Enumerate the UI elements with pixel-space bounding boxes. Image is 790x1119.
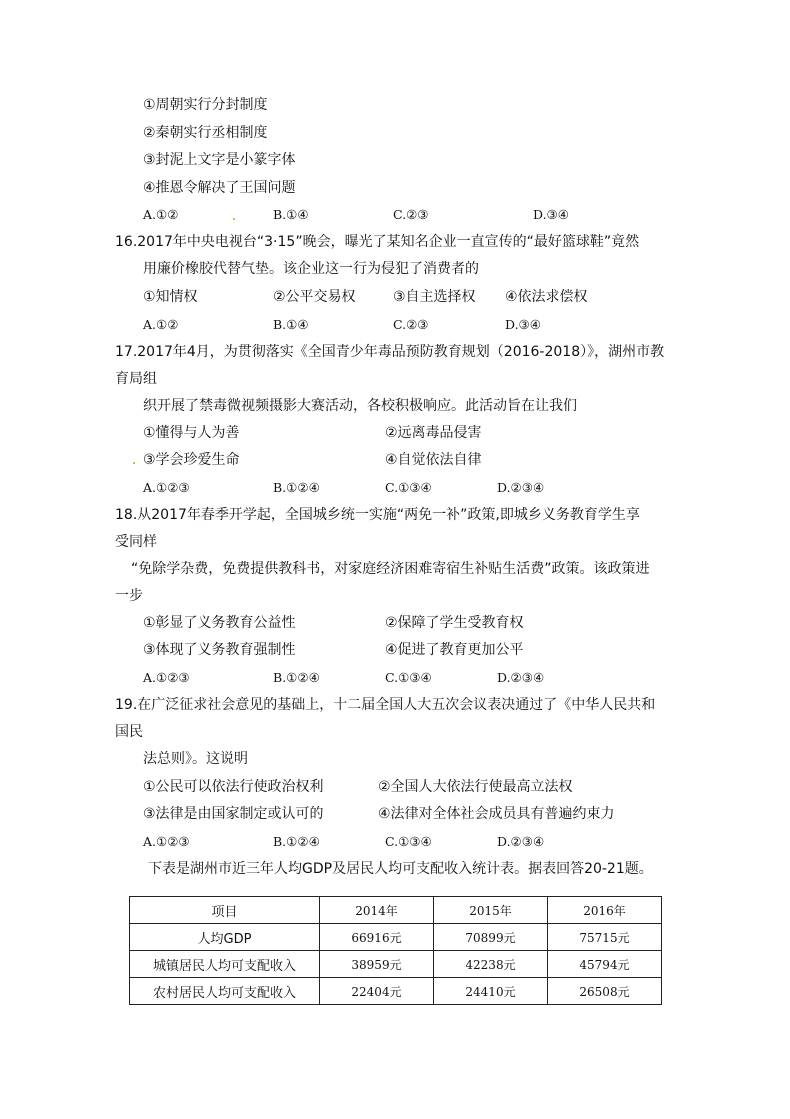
table-cell: 45794元 [548, 951, 662, 978]
table-row [130, 951, 662, 978]
table-row [130, 924, 662, 951]
q17-option-a: A.①②③ [143, 480, 190, 495]
q15-item-2: ②秦朝实行丞相制度 [143, 125, 268, 141]
table-cell: 66916元 [320, 924, 434, 951]
q16-option-c: C.②③ [393, 317, 429, 332]
q18-stem-line-3: “免除学杂费，免费提供教科书，对家庭经济困难寄宿生补贴生活费”政策。该政策进 [131, 561, 650, 577]
q19-item-2: ②全国人大依法行使最高立法权 [378, 779, 573, 795]
table-cell: 38959元 [320, 951, 434, 978]
q18-item-1: ①彰显了义务教育公益性 [143, 615, 296, 631]
table-cell: 26508元 [548, 978, 662, 1005]
q17-item-4: ④自觉依法自律 [385, 452, 482, 468]
q17-stem-line-1: 17.2017年4月，为贯彻落实《全国青少年毒品预防教育规划（2016-2018）》，湖州市教 [115, 344, 665, 360]
q16-item-4: ④依法求偿权 [505, 289, 588, 305]
q18-option-c: C.①③④ [385, 670, 432, 685]
table-header-cell: 2016年 [548, 897, 662, 924]
table-cell: 70899元 [434, 924, 548, 951]
q17-item-3: ③学会珍爱生命 [143, 452, 240, 468]
table-cell-label: 城镇居民人均可支配收入 [130, 951, 320, 978]
q19-stem-line-3: 法总则》。这说明 [143, 751, 248, 767]
table-cell-label: 农村居民人均可支配收入 [130, 978, 320, 1005]
q15-item-1: ①周朝实行分封制度 [143, 97, 268, 113]
table-header-cell: 2014年 [320, 897, 434, 924]
q15-option-b: B.①④ [273, 207, 309, 222]
q19-item-1: ①公民可以依法行使政治权利 [143, 779, 324, 795]
table-cell: 42238元 [434, 951, 548, 978]
q18-stem-line-2: 受同样 [115, 534, 157, 550]
q17-stem-line-3: 织开展了禁毒微视频摄影大赛活动，各校积极响应。此活动旨在让我们 [143, 398, 577, 414]
table-cell: 22404元 [320, 978, 434, 1005]
q18-item-3: ③体现了义务教育强制性 [143, 642, 296, 658]
table-header-cell: 2015年 [434, 897, 548, 924]
q16-option-a: A.①② [143, 317, 179, 332]
q15-option-c: C.②③ [393, 207, 429, 222]
q16-stem-line-2: 用廉价橡胶代替气垫。该企业这一行为侵犯了消费者的 [143, 261, 479, 277]
q17-option-c: C.①③④ [385, 480, 432, 495]
q19-option-d: D.②③④ [497, 834, 545, 849]
q18-option-b: B.①②④ [273, 670, 320, 685]
q16-stem-line-1: 16.2017年中央电视台“3·15”晚会，曝光了某知名企业一直宣传的“最好篮球鞋”竟然 [115, 234, 640, 250]
q19-item-3: ③法律是由国家制定或认可的 [143, 806, 324, 822]
q15-option-a: A.①② [143, 207, 179, 222]
q19-option-c: C.①③④ [385, 834, 432, 849]
table-header-cell: 项目 [130, 897, 320, 924]
table-row [130, 978, 662, 1005]
q19-option-b: B.①②④ [273, 834, 320, 849]
q18-item-4: ④促进了教育更加公平 [385, 642, 524, 658]
q18-item-2: ②保障了学生受教育权 [385, 615, 524, 631]
q19-stem-line-2: 国民 [115, 724, 143, 740]
q17-item-2: ②远离毒品侵害 [385, 425, 482, 441]
q16-item-1: ①知情权 [143, 289, 198, 305]
table-cell: 75715元 [548, 924, 662, 951]
q18-option-d: D.②③④ [497, 670, 545, 685]
q17-option-b: B.①②④ [273, 480, 320, 495]
stray-dot [233, 218, 235, 220]
table-cell: 24410元 [434, 978, 548, 1005]
q19-option-a: A.①②③ [143, 834, 190, 849]
q17-item-1: ①懂得与人为善 [143, 425, 240, 441]
stray-dot [133, 462, 135, 464]
q16-item-2: ②公平交易权 [273, 289, 356, 305]
q19-stem-line-1: 19.在广泛征求社会意见的基础上，十二届全国人大五次会议表决通过了《中华人民共和 [115, 697, 656, 713]
statistics-table [129, 896, 662, 1005]
q19-item-4: ④法律对全体社会成员具有普遍约束力 [378, 806, 615, 822]
table-intro: 下表是湖州市近三年人均GDP及居民人均可支配收入统计表。据表回答20-21题。 [148, 861, 653, 877]
q16-option-d: D.③④ [505, 317, 541, 332]
q17-option-d: D.②③④ [497, 480, 545, 495]
q18-stem-line-1: 18.从2017年春季开学起，全国城乡统一实施“两免一补”政策,即城乡义务教育学生享 [115, 507, 640, 523]
table-cell-label: 人均GDP [130, 924, 320, 951]
q18-option-a: A.①②③ [143, 670, 190, 685]
q16-option-b: B.①④ [273, 317, 309, 332]
q18-stem-line-4: 一步 [115, 588, 143, 604]
q15-item-3: ③封泥上文字是小篆字体 [143, 152, 296, 168]
q17-stem-line-2: 育局组 [115, 371, 157, 387]
table-header-row [130, 897, 662, 924]
q15-item-4: ④推恩令解决了王国问题 [143, 180, 296, 196]
q16-item-3: ③自主选择权 [393, 289, 476, 305]
q15-option-d: D.③④ [533, 207, 569, 222]
